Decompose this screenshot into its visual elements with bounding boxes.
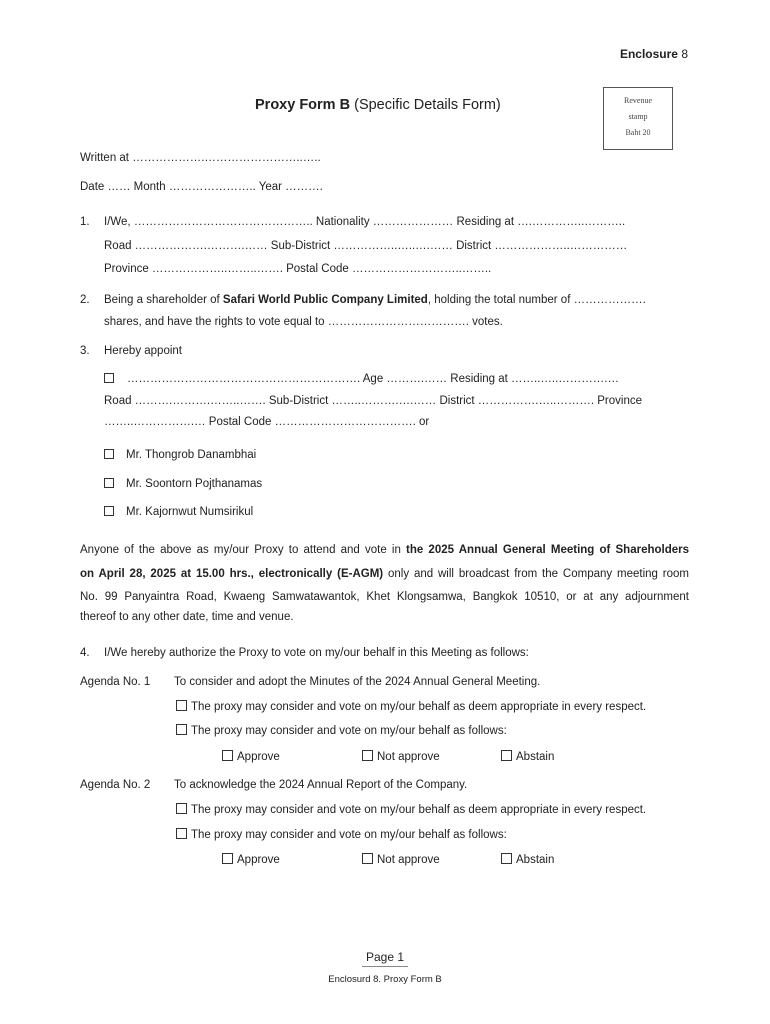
agenda-2-approve[interactable]: Approve [222,853,280,866]
revenue-stamp-box: Revenue stamp Baht 20 [603,87,673,150]
proxy-postal-field[interactable]: ……..…………….… Postal Code ………………………………. or [104,416,430,428]
proxy-address-field[interactable]: Road ……….……….……..……. Sub-District ……..……….….…… District …………….…..………. Province [104,395,643,407]
proxy-checkbox[interactable] [104,449,114,459]
intro-line-4: thereof to any other date, time and venue. [80,611,294,623]
section-1-number: 1. [80,216,90,228]
agenda-2-label: Agenda No. 2 [80,779,151,791]
enclosure-label: Enclosure 8 [619,47,688,61]
approve-checkbox[interactable] [222,853,233,864]
proxy-checkbox[interactable] [104,506,114,516]
proxy-checkbox[interactable] [104,478,114,488]
proxy-custom-row[interactable]: ……………………………………………………. Age ……….…… Residing at ……..…..………….… [104,373,619,385]
proxy-option-1[interactable]: Mr. Thongrob Danambhai [104,449,256,461]
written-at-field[interactable]: Written at ……………….……………………..….. [80,152,321,164]
shareholder-province-field[interactable]: Province ………………..……..……. Postal Code ………………………..…….. [104,263,492,275]
agenda-1-text: To consider and adopt the Minutes of the 2024 Annual General Meeting. [174,676,541,688]
intro-line-1: Anyone of the above as my/our Proxy to attend and vote in the 2025 Annual General Meeting of Shareholders [80,544,689,556]
abstain-checkbox[interactable] [501,750,512,761]
discretion-checkbox[interactable] [176,803,187,814]
not-approve-checkbox[interactable] [362,853,373,864]
not-approve-checkbox[interactable] [362,750,373,761]
agenda-1-option-discretion[interactable]: The proxy may consider and vote on my/our behalf as deem appropriate in every respect. [176,700,646,713]
proxy-option-3[interactable]: Mr. Kajornwut Numsirikul [104,506,253,518]
proxy-option-2[interactable]: Mr. Soontorn Pojthanamas [104,478,262,490]
agenda-1-abstain[interactable]: Abstain [501,750,554,763]
page-number: Page 1 [0,950,770,964]
section-3-number: 3. [80,345,90,357]
section-2-number: 2. [80,294,90,306]
agenda-1-option-specify[interactable]: The proxy may consider and vote on my/our behalf as follows: [176,724,507,737]
agenda-2-not-approve[interactable]: Not approve [362,853,440,866]
specify-checkbox[interactable] [176,724,187,735]
agenda-2-option-specify[interactable]: The proxy may consider and vote on my/our behalf as follows: [176,828,507,841]
agenda-2-abstain[interactable]: Abstain [501,853,554,866]
date-field[interactable]: Date …… Month ………………….. Year ………. [80,181,323,193]
approve-checkbox[interactable] [222,750,233,761]
appoint-label: Hereby appoint [104,345,182,357]
footer-doc-label: Enclosurd 8. Proxy Form B [328,974,442,985]
proxy-custom-checkbox[interactable] [104,373,114,383]
agenda-1-label: Agenda No. 1 [80,676,151,688]
votes-field[interactable]: shares, and have the rights to vote equal to ………………………………. votes. [104,316,503,328]
shareholder-name-field[interactable]: I/We, ……………………………………….. Nationality ………………… Residing at ….…………..……….. [104,216,626,228]
section-4-number: 4. [80,647,90,659]
agenda-1-not-approve[interactable]: Not approve [362,750,440,763]
agenda-1-approve[interactable]: Approve [222,750,280,763]
specify-checkbox[interactable] [176,828,187,839]
intro-line-2: on April 28, 2025 at 15.00 hrs., electronically (E-AGM) only and will broadcast from the Company meeting room [80,568,689,580]
page-title: Proxy Form B (Specific Details Form) [255,97,501,113]
agenda-2-option-discretion[interactable]: The proxy may consider and vote on my/our behalf as deem appropriate in every respect. [176,803,646,816]
intro-line-3: No. 99 Panyaintra Road, Kwaeng Samwatawantok, Khet Klongsamwa, Bangkok 10510, or at any adjournment [80,591,689,603]
section-4-text: I/We hereby authorize the Proxy to vote on my/our behalf in this Meeting as follows: [104,647,529,659]
discretion-checkbox[interactable] [176,700,187,711]
shareholder-address-field[interactable]: Road ……………….……….…… Sub-District ……………..…..….…… District ………………..…………… [104,240,628,252]
abstain-checkbox[interactable] [501,853,512,864]
agenda-2-text: To acknowledge the 2024 Annual Report of the Company. [174,779,468,791]
shareholding-line[interactable]: Being a shareholder of Safari World Public Company Limited, holding the total number of ………………. [104,294,646,306]
